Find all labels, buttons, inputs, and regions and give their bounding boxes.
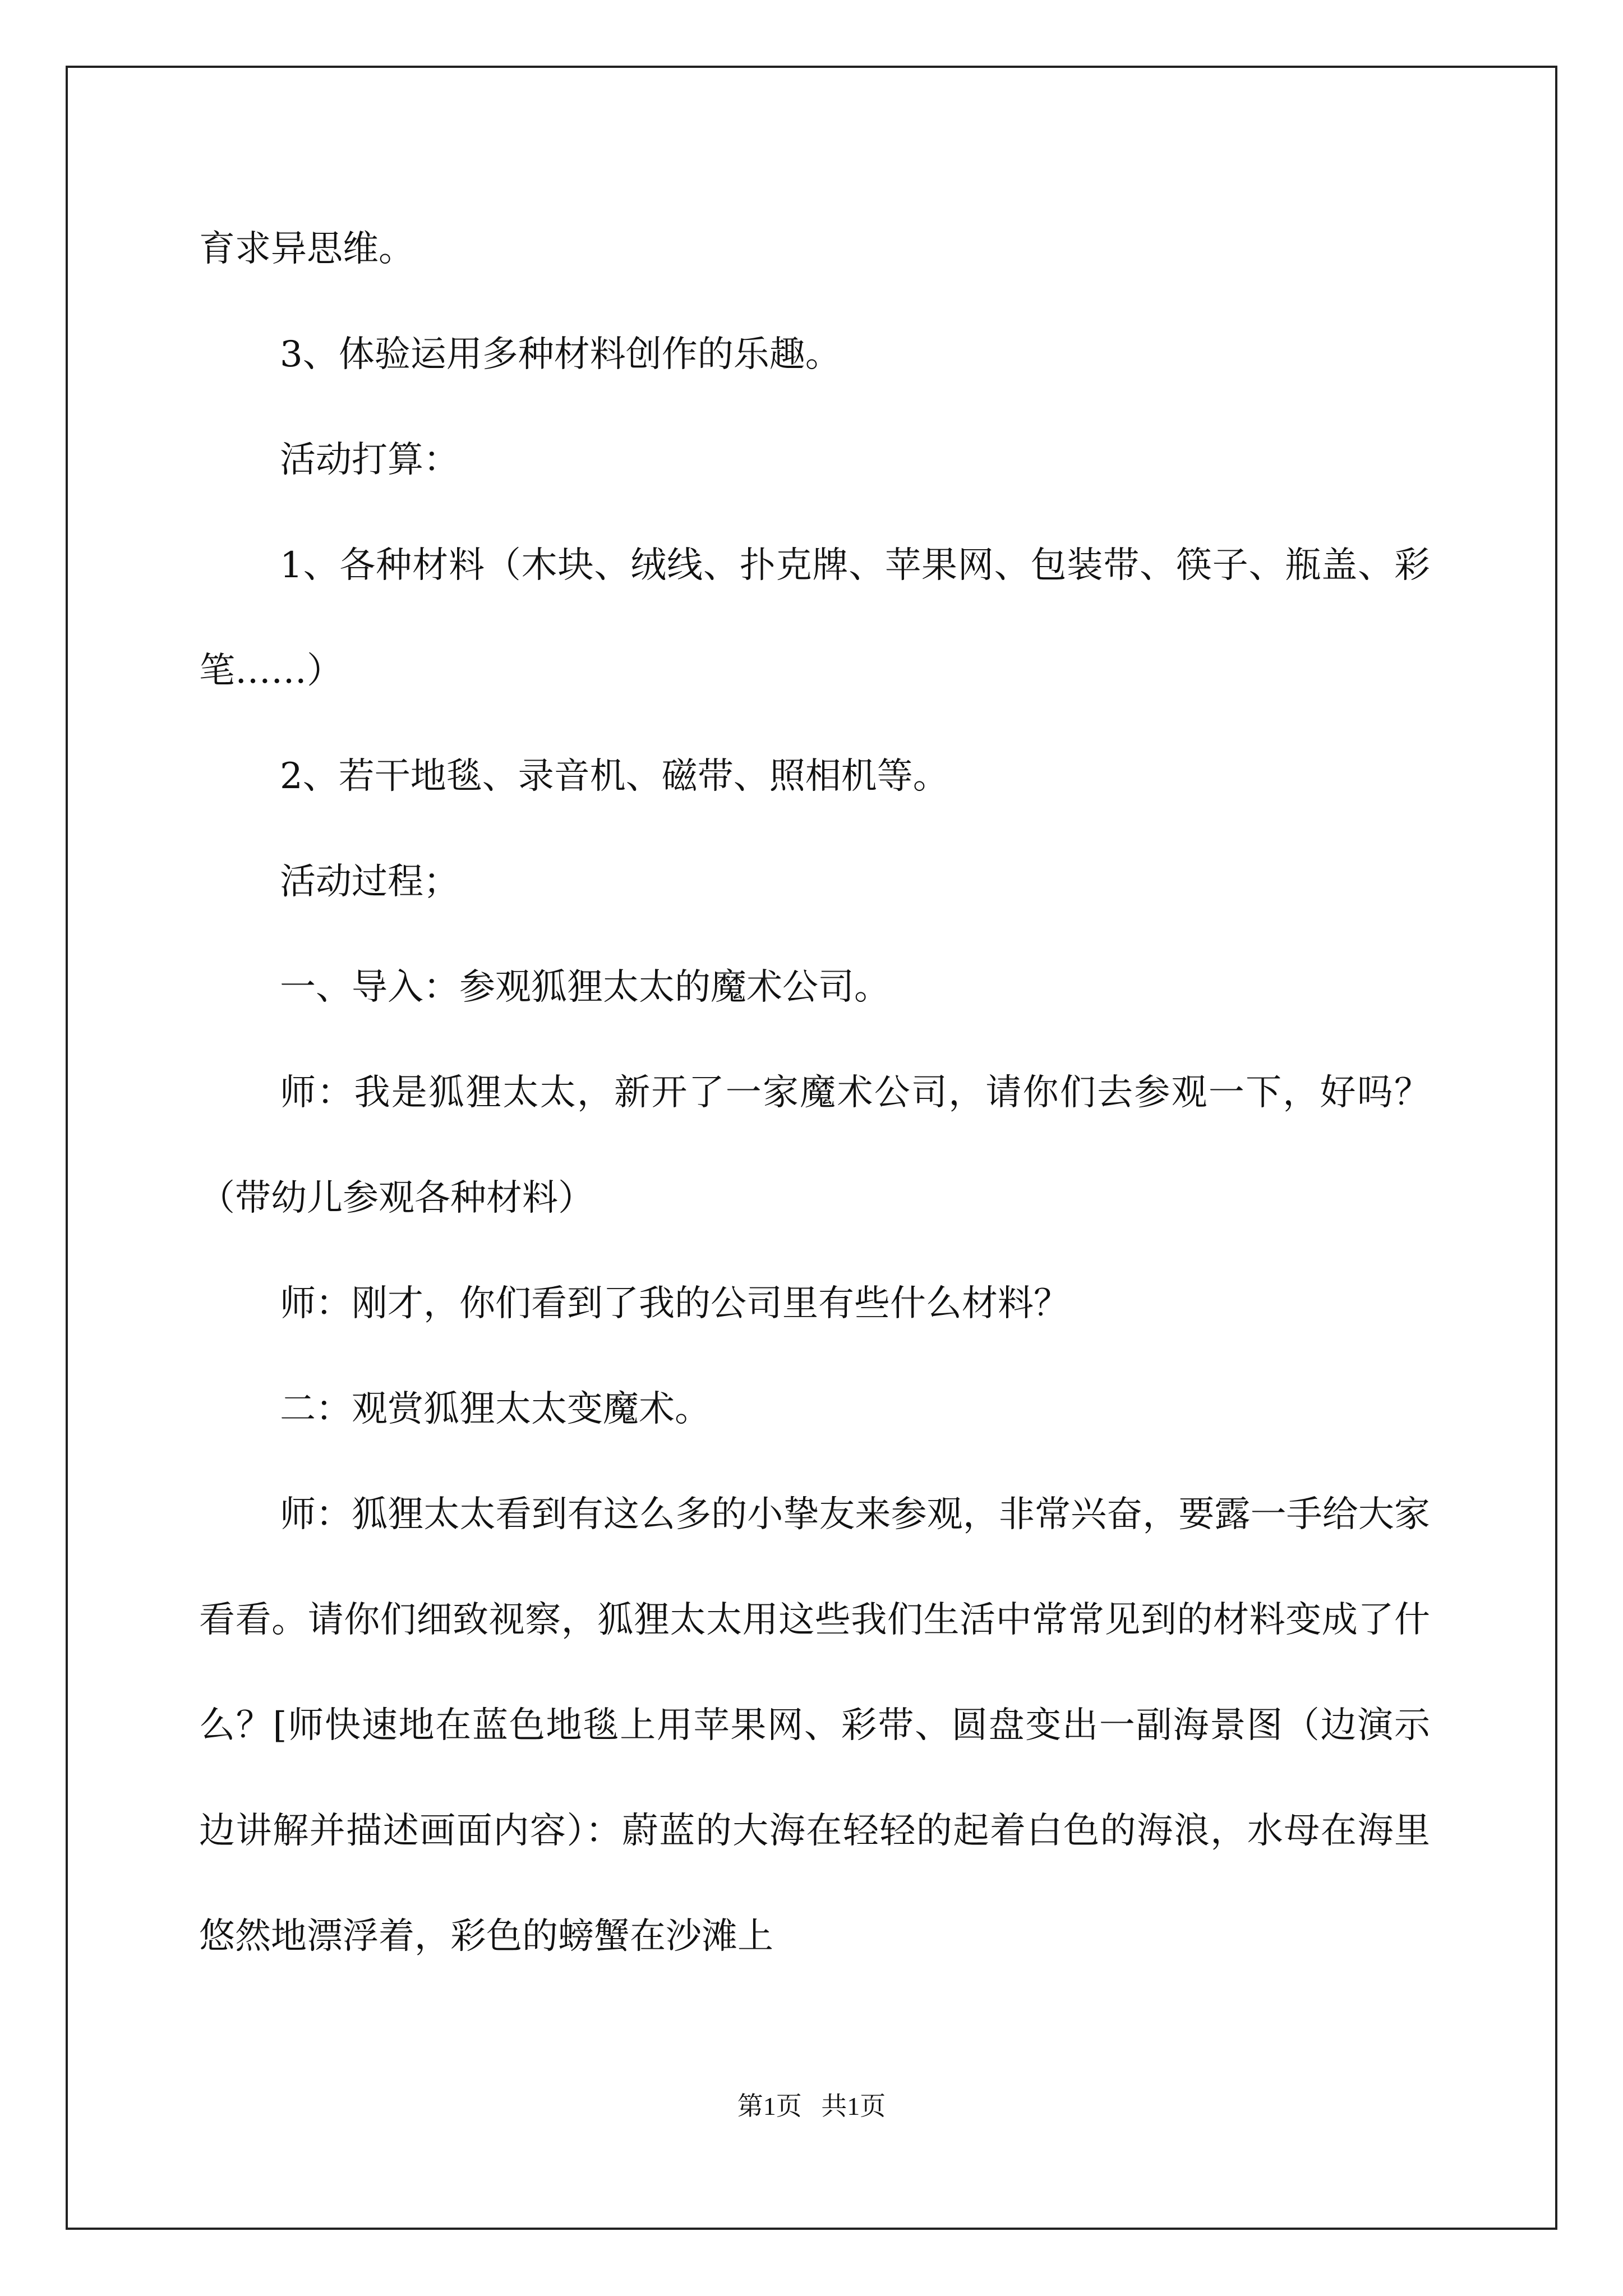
paragraph: 3、体验运用多种材料创作的乐趣。 <box>280 334 841 375</box>
paragraph: 活动过程； <box>280 861 459 903</box>
paragraph: 2、若干地毯、录音机、磁带、照相机等。 <box>280 756 949 797</box>
page-number-footer: 第1页 共1页 <box>737 2092 886 2120</box>
paragraph: 师：刚才，你们看到了我的公司里有些什么材料？ <box>280 1283 1069 1324</box>
paragraph: 师：狐狸太太看到有这么多的小挚友来参观，非常兴奋，要露一手给大家看看。请你们细致视察，狐狸太太用这些我们生活中常常见到的材料变成了什么？[师快速地在蓝色地毯上用苹果网、彩带、圆盘变出一副海景图（边演示边讲解并描述画面内容）：蔚蓝的大海在轻轻的起着白色的海浪，水母在海里悠然地漂浮着，彩色的螃蟹在沙滩上 <box>199 1494 1430 1957</box>
paragraph: 二：观赏狐狸太太变魔术。 <box>280 1388 711 1430</box>
paragraph: 一、导入：参观狐狸太太的魔术公司。 <box>280 967 890 1008</box>
document-body <box>199 196 1430 1989</box>
paragraph: 育求异思维。 <box>199 228 414 270</box>
paragraph: 活动打算： <box>280 439 459 481</box>
paragraph: 师：我是狐狸太太，新开了一家魔术公司，请你们去参观一下，好吗？（带幼儿参观各种材料） <box>199 1072 1430 1219</box>
paragraph: 1、各种材料（木块、绒线、扑克牌、苹果网、包装带、筷子、瓶盖、彩笔……） <box>199 545 1430 692</box>
